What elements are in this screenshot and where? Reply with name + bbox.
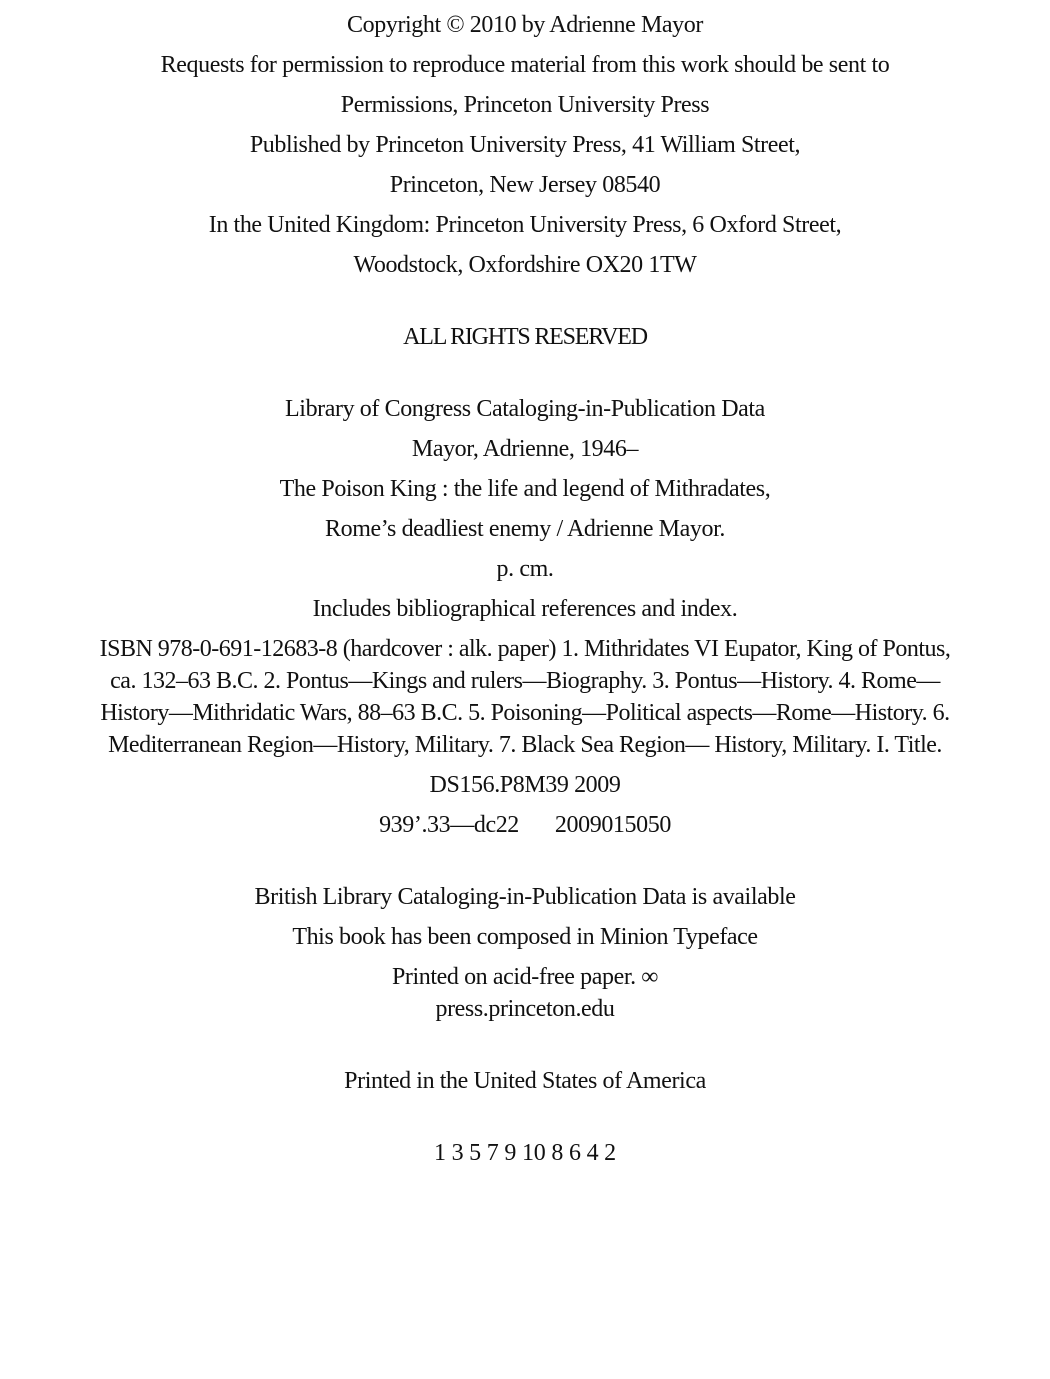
cip-heading: Library of Congress Cataloging-in-Publication Data [285,396,765,422]
printed-in-line: Printed in the United States of America [344,1068,706,1094]
cip-title-line-1: The Poison King : the life and legend of Mithradates, [279,476,771,502]
website-line: press.princeton.edu [435,996,615,1022]
copyright-line: Copyright © 2010 by Adrienne Mayor [347,12,703,38]
cip-subjects-line: Mediterranean Region—History, Military. 7. Black Sea Region— History, Military. I. Title. [108,732,942,758]
permissions-line-2: Permissions, Princeton University Press [340,92,710,118]
publisher-line-2: Princeton, New Jersey 08540 [389,172,661,198]
rights-reserved: ALL RIGHTS RESERVED [403,324,647,350]
cip-title-line-2: Rome’s deadliest enemy / Adrienne Mayor. [325,516,725,542]
cip-pages: p. cm. [496,556,554,582]
print-line: 1 3 5 7 9 10 8 6 4 2 [433,1140,616,1166]
cip-author: Mayor, Adrienne, 1946– [411,436,639,462]
cip-subjects-line: ISBN 978-0-691-12683-8 (hardcover : alk. paper) 1. Mithridates VI Eupator, King of Pontus, [99,636,951,662]
permissions-line-1: Requests for permission to reproduce material from this work should be sent to [160,52,890,78]
publisher-line-1: Published by Princeton University Press, 41 William Street, [249,132,801,158]
cip-dewey-lccn-line [0,809,1050,841]
uk-address-line-1: In the United Kingdom: Princeton University Press, 6 Oxford Street, [208,212,842,238]
cip-subjects-block [30,633,1020,761]
uk-address-line-2: Woodstock, Oxfordshire OX20 1TW [353,252,697,278]
cip-lc-class: DS156.P8M39 2009 [429,772,621,798]
cip-subjects-line: History—Mithridatic Wars, 88–63 B.C. 5. Poisoning—Political aspects—Rome—History. 6. [100,700,950,726]
typeface-line: This book has been composed in Minion Typeface [292,924,758,950]
cip-dewey: 939’.33—dc22 [379,812,519,838]
cip-subjects-line: ca. 132–63 B.C. 2. Pontus—Kings and rulers—Biography. 3. Pontus—History. 4. Rome— [110,668,940,694]
cip-lccn: 2009015050 [554,812,671,838]
paper-line: Printed on acid-free paper. ∞ [391,964,659,990]
british-library-line: British Library Cataloging-in-Publication Data is available [254,884,796,910]
cip-notes: Includes bibliographical references and index. [312,596,738,622]
